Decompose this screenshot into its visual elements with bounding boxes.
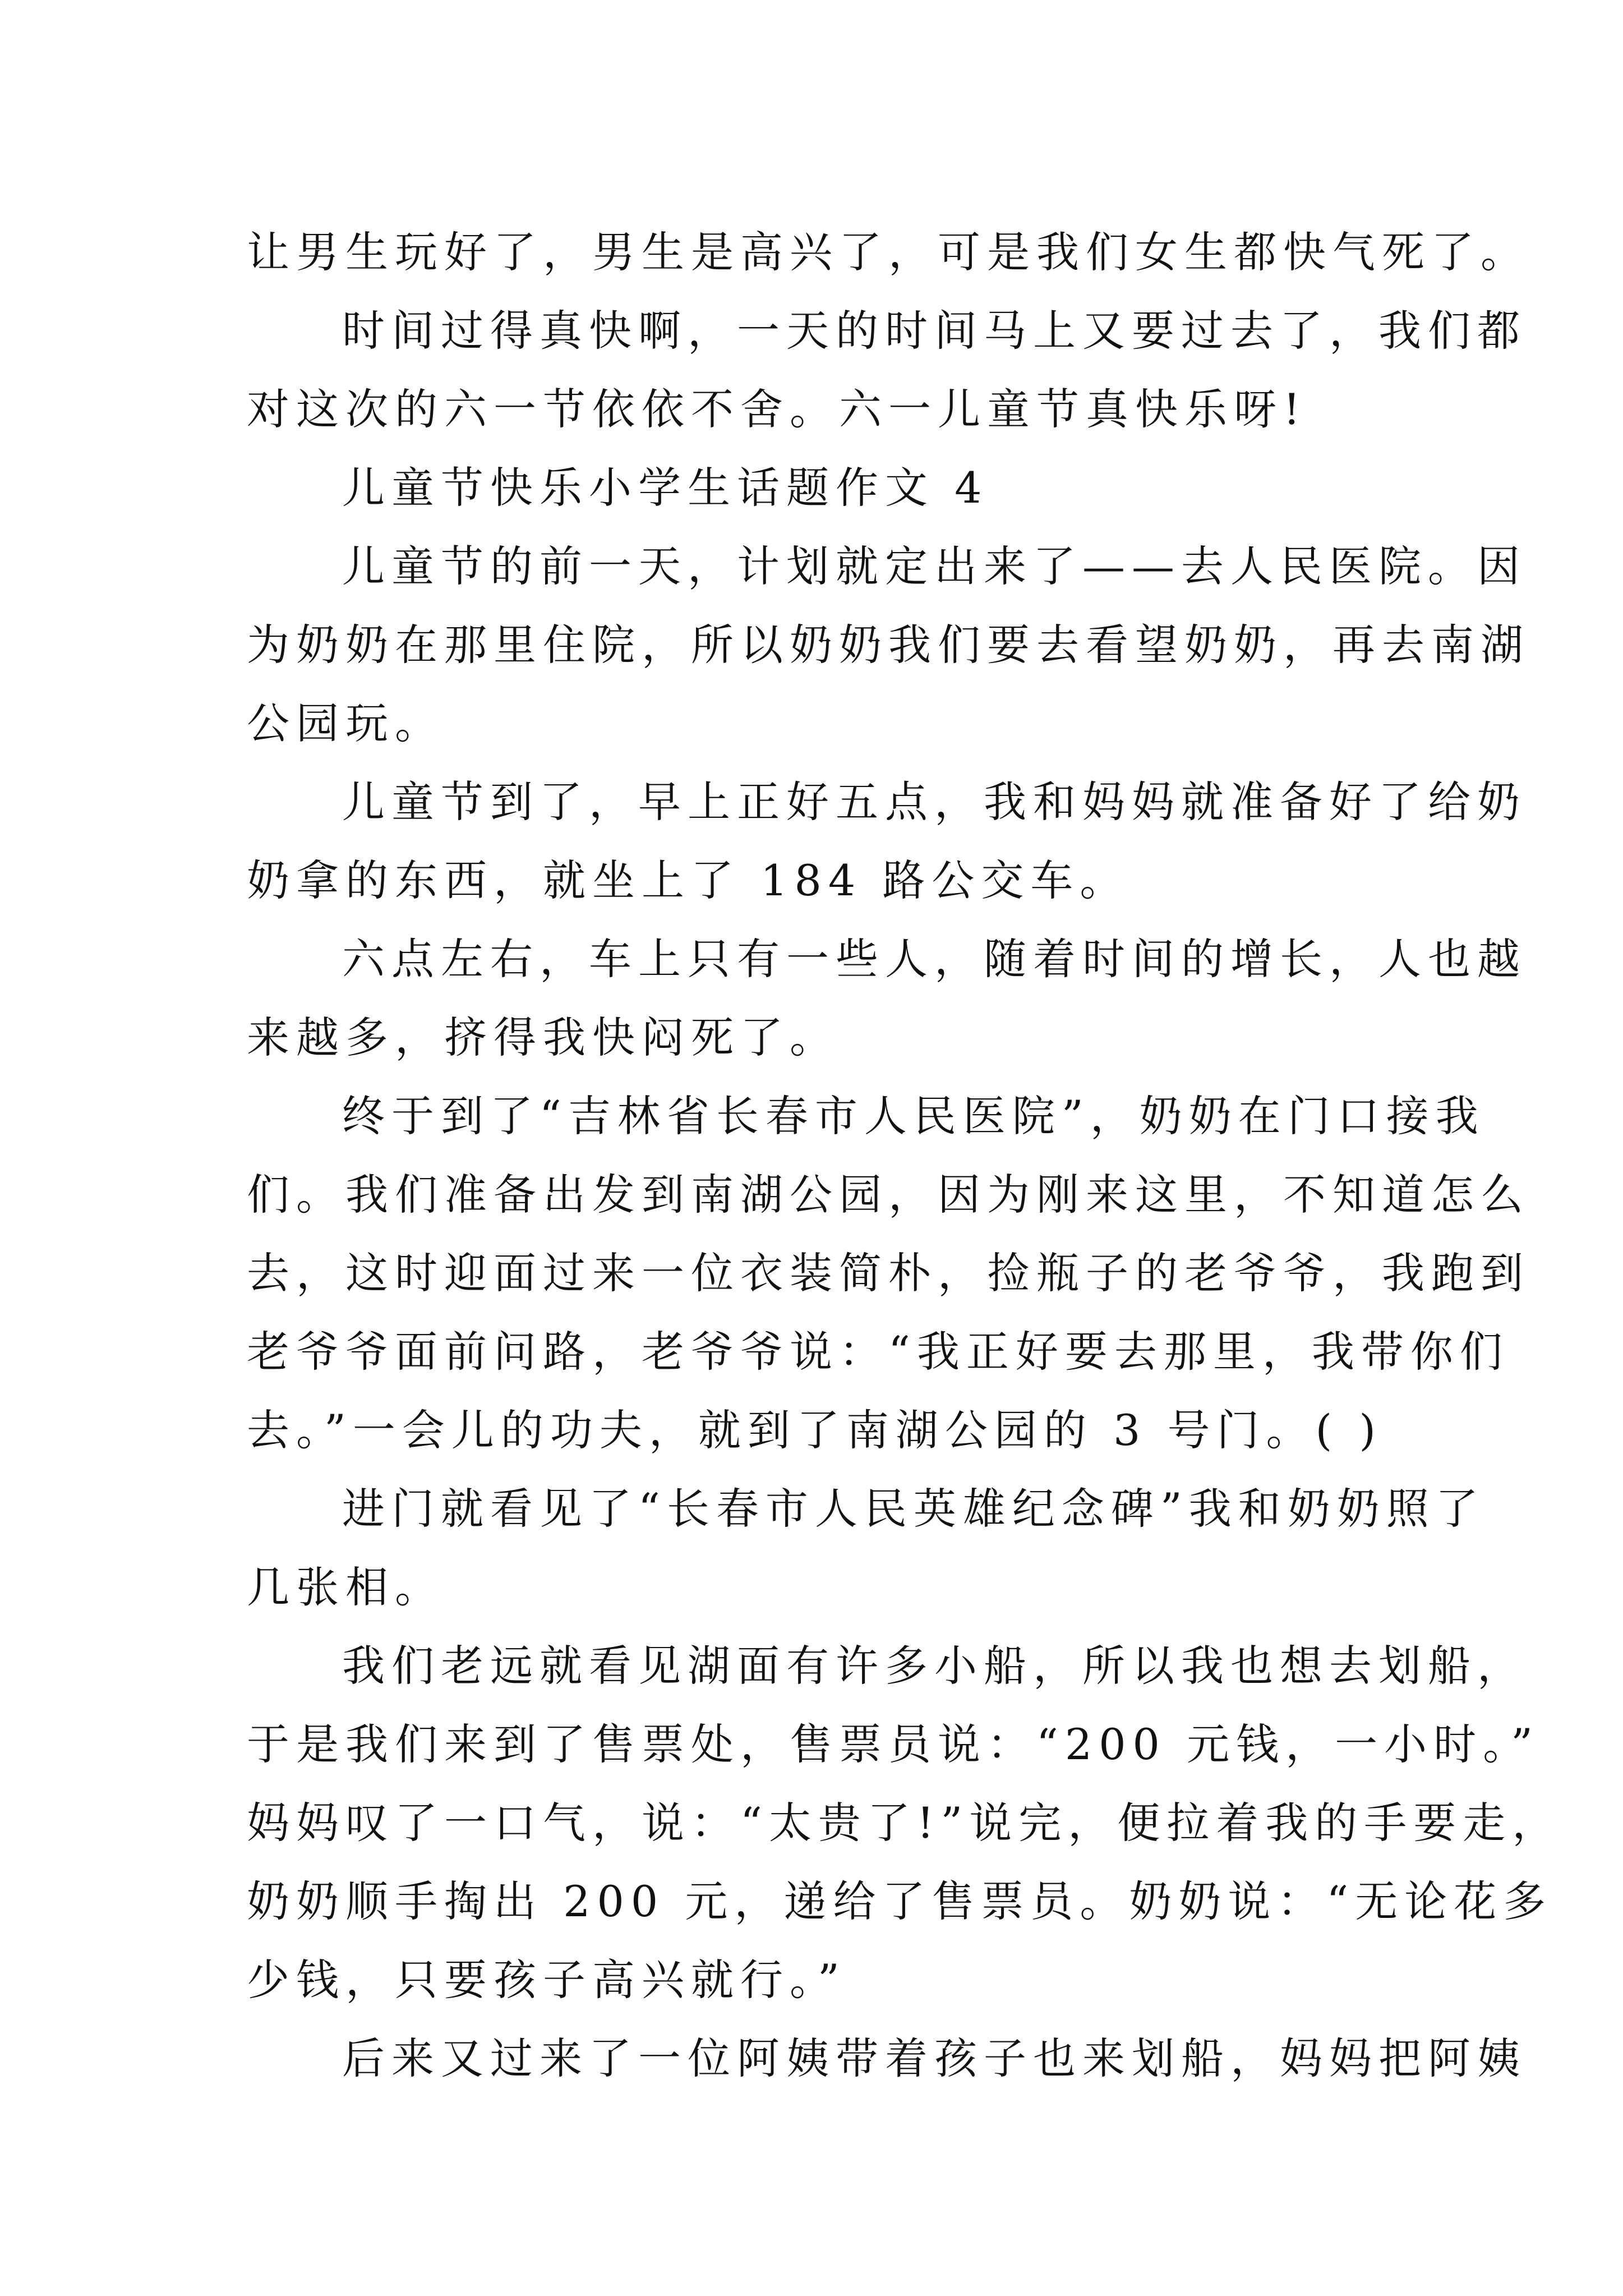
- text-line: 妈妈叹了一口气，说：“太贵了!”说完，便拉着我的手要走，: [247, 1798, 1562, 1848]
- text-line: 公园玩。: [247, 698, 444, 748]
- text-line: 们。我们准备出发到南湖公园，因为刚来这里，不知道怎么: [247, 1170, 1530, 1220]
- text-line: 儿童节到了，早上正好五点，我和妈妈就准备好了给奶: [342, 777, 1527, 827]
- text-line: 终于到了“吉林省长春市人民医院”，奶奶在门口接我: [342, 1091, 1485, 1141]
- text-line: 为奶奶在那里住院，所以奶奶我们要去看望奶奶，再去南湖: [247, 620, 1530, 670]
- text-line: 儿童节的前一天，计划就定出来了——去人民医院。因: [342, 541, 1527, 591]
- text-line: 奶拿的东西，就坐上了 184 路公交车。: [247, 855, 1129, 905]
- text-line: 少钱，只要孩子高兴就行。”: [247, 1955, 846, 2005]
- text-line: 让男生玩好了，男生是高兴了，可是我们女生都快气死了。: [247, 227, 1530, 277]
- text-line: 我们老远就看见湖面有许多小船，所以我也想去划船，: [342, 1641, 1527, 1691]
- text-line: 时间过得真快啊，一天的时间马上又要过去了，我们都: [342, 306, 1527, 356]
- section-heading: 儿童节快乐小学生话题作文 4: [342, 463, 989, 513]
- text-line: 进门就看见了“长春市人民英雄纪念碑”我和奶奶照了: [342, 1484, 1485, 1534]
- text-line: 老爷爷面前问路，老爷爷说：“我正好要去那里，我带你们: [247, 1327, 1509, 1377]
- text-line: 于是我们来到了售票处，售票员说：“200 元钱，一小时。”: [247, 1719, 1539, 1769]
- text-line: 对这次的六一节依依不舍。六一儿童节真快乐呀!: [247, 384, 1307, 434]
- text-line: 奶奶顺手掏出 200 元，递给了售票员。奶奶说：“无论花多: [247, 1876, 1553, 1926]
- text-line: 后来又过来了一位阿姨带着孩子也来划船，妈妈把阿姨: [342, 2033, 1527, 2083]
- document-body: [247, 213, 1562, 2098]
- text-line: 去。”一会儿的功夫，就到了南湖公园的 3 号门。( ): [247, 1405, 1382, 1455]
- text-line: 六点左右，车上只有一些人，随着时间的增长，人也越: [342, 934, 1527, 984]
- text-line: 来越多，挤得我快闷死了。: [247, 1013, 839, 1062]
- text-line: 去，这时迎面过来一位衣装简朴，捡瓶子的老爷爷，我跑到: [247, 1248, 1530, 1298]
- text-line: 几张相。: [247, 1562, 444, 1612]
